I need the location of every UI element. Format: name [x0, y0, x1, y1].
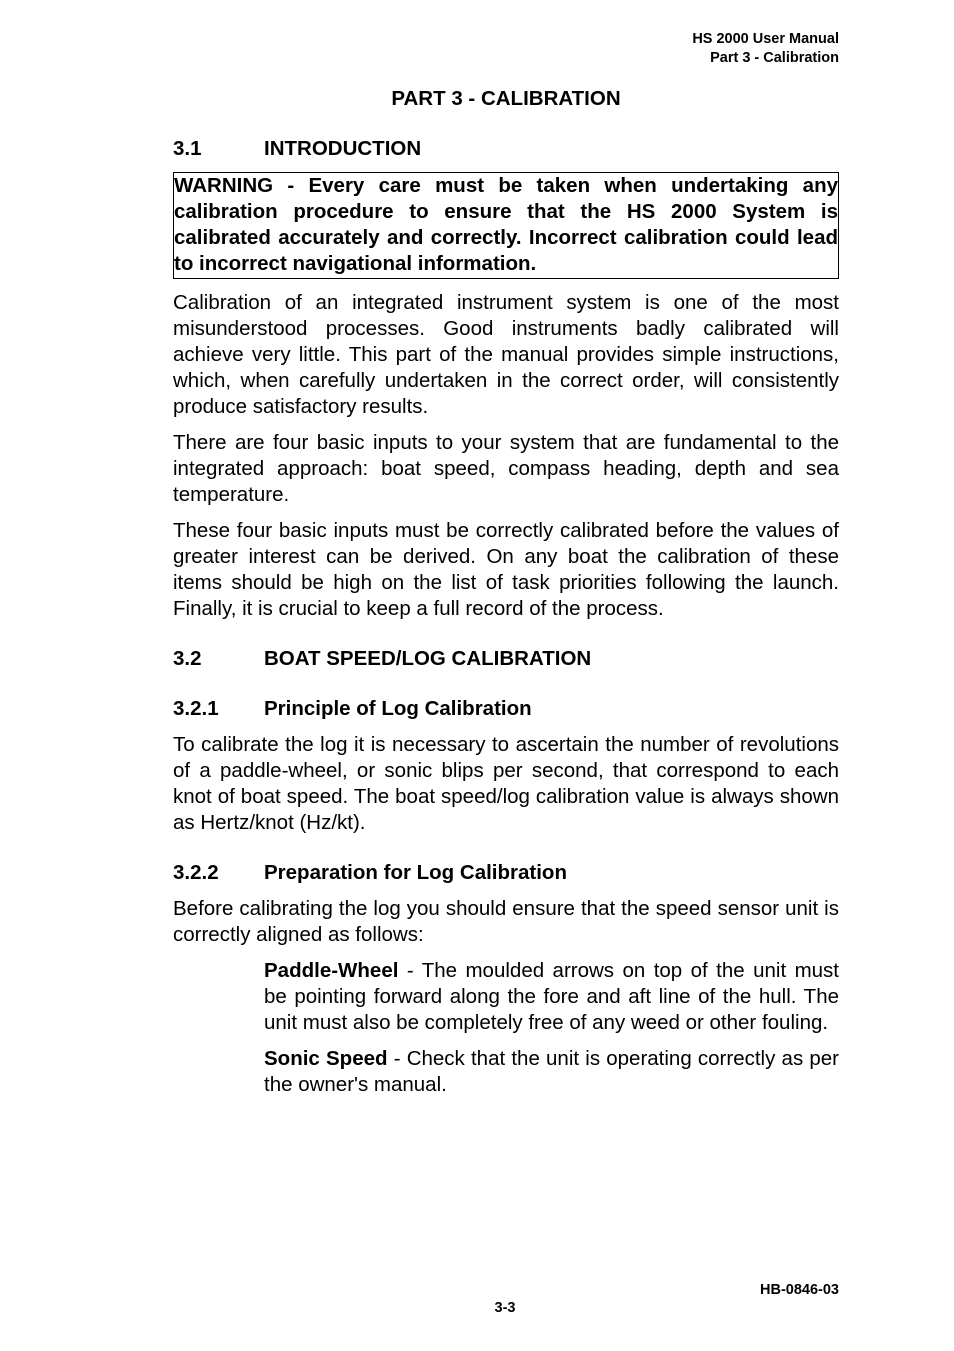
- section-heading-3-1: [173, 136, 839, 162]
- section-number: 3.2: [173, 647, 202, 670]
- header-part-title: Part 3 - Calibration: [710, 50, 839, 66]
- section-number: 3.2.1: [173, 697, 219, 720]
- part-title: PART 3 - CALIBRATION: [391, 87, 621, 110]
- page-header: [692, 30, 839, 68]
- section-heading-3-2: [173, 646, 839, 672]
- section-title: Principle of Log Calibration: [264, 697, 532, 720]
- sensor-item-sonic-speed: [264, 1046, 839, 1098]
- preparation-paragraph: Before calibrating the log you should ensure that the speed sensor unit is correctly aligned as follows:: [173, 897, 839, 946]
- section-heading-3-2-1: [173, 696, 839, 722]
- page-number: 3-3: [494, 1300, 516, 1316]
- principle-paragraph: To calibrate the log it is necessary to ascertain the number of revolutions of a paddle-wheel, or sonic blips per second, that correspond to each knot of boat speed. The boat speed/log calibration value is always shown as Hertz/knot (Hz/kt).: [173, 733, 839, 834]
- sensor-term: Sonic Speed: [264, 1047, 388, 1070]
- sensor-item-paddle-wheel: [264, 958, 839, 1036]
- header-manual-title: HS 2000 User Manual: [692, 31, 839, 47]
- sensor-description: - The moulded arrows on top of the unit must be pointing forward along the fore and aft line of the hull. The unit must also be completely free of any weed or other fouling.: [264, 959, 839, 1034]
- sensor-term: Paddle-Wheel: [264, 959, 399, 982]
- intro-paragraph-1: Calibration of an integrated instrument system is one of the most misunderstood processes. Good instruments badly calibrated will achieve very little. This part of the manual provides simple instructions, which, when carefully undertaken in the correct order, will consistently produce satisfactory results.: [173, 291, 839, 418]
- section-heading-3-2-2: [173, 860, 839, 886]
- warning-box: WARNING - Every care must be taken when undertaking any calibration procedure to ensure that the HS 2000 System is calibrated accurately and correctly. Incorrect calibration could lead to incorrect navigational information.: [173, 172, 839, 279]
- section-number: 3.2.2: [173, 861, 219, 884]
- section-title: INTRODUCTION: [264, 137, 422, 160]
- section-title: Preparation for Log Calibration: [264, 861, 567, 884]
- sensor-description: - Check that the unit is operating correctly as per the owner's manual.: [264, 1047, 840, 1096]
- section-title: BOAT SPEED/LOG CALIBRATION: [264, 647, 592, 670]
- page-content: [173, 86, 839, 1108]
- intro-paragraph-2: There are four basic inputs to your system that are fundamental to the integrated approach: boat speed, compass heading, depth and sea temperature.: [173, 431, 839, 506]
- section-number: 3.1: [173, 137, 202, 160]
- document-reference: HB-0846-03: [760, 1282, 839, 1298]
- intro-paragraph-3: These four basic inputs must be correctly calibrated before the values of greater interest can be derived. On any boat the calibration of these items should be high on the list of task priorities following the launch. Finally, it is crucial to keep a full record of the process.: [173, 519, 839, 620]
